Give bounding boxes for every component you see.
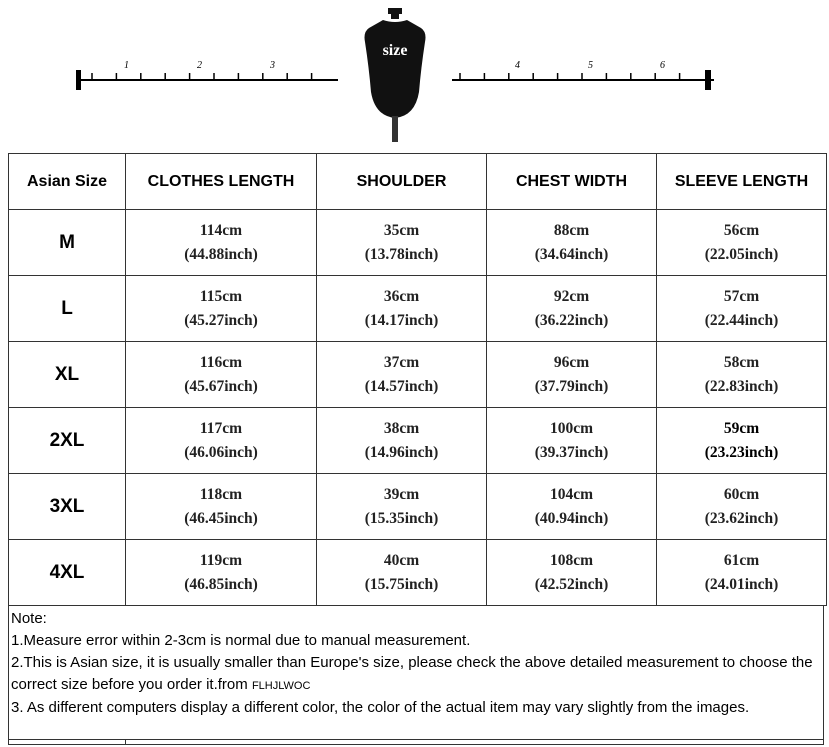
value-inch: (45.27inch) [184,311,258,329]
value-cm: 118cm [199,485,243,503]
value-inch: (45.67inch) [184,377,258,395]
value-cm: 60cm [723,485,760,503]
table-row [9,210,827,276]
cell-sleeve-length [657,342,827,408]
ruler-number: 2 [197,60,202,71]
cell-sleeve-length [657,474,827,540]
cell-shoulder [317,540,487,606]
value-cm: 104cm [549,485,594,503]
value-inch: (46.45inch) [184,509,258,527]
value-inch: (13.78inch) [364,245,439,263]
ruler-right [452,60,714,100]
value-cm: 114cm [199,221,243,239]
value-cm: 40cm [383,551,420,569]
value-inch: (39.37inch) [534,443,609,461]
ruler-left-icon [76,60,338,100]
cell-chest-width [487,408,657,474]
size-label: L [9,276,126,342]
table-row [9,474,827,540]
table-row [9,408,827,474]
size-label: 4XL [9,540,126,606]
value-inch: (24.01inch) [704,575,779,593]
ruler-number: 1 [124,60,129,71]
value-inch: (36.22inch) [534,311,609,329]
value-inch: (37.79inch) [534,377,609,395]
ruler-number: 4 [515,60,520,71]
cell-sleeve-length [657,408,827,474]
notes-title: Note: [11,610,47,627]
mannequin-icon [355,8,435,142]
value-inch: (14.17inch) [364,311,439,329]
value-inch: (46.85inch) [184,575,258,593]
cell-shoulder [317,210,487,276]
cell-clothes-length [126,342,317,408]
ruler-number: 6 [660,60,665,71]
value-cm: 56cm [723,221,760,239]
cell-clothes-length [126,210,317,276]
value-inch: (22.05inch) [704,245,779,263]
size-label: XL [9,342,126,408]
cell-shoulder [317,276,487,342]
table-row [9,540,827,606]
value-inch: (22.83inch) [704,377,779,395]
brand-name: FLHJLWOC [251,680,311,692]
cell-sleeve-length [657,210,827,276]
column-header-shoulder: SHOULDER [317,154,487,210]
value-cm: 88cm [553,221,590,239]
size-label: 3XL [9,474,126,540]
value-inch: (46.06inch) [184,443,258,461]
note-line-1: 1.Measure error within 2-3cm is normal due to manual measurement. [11,632,471,649]
value-cm: 36cm [383,287,420,305]
cell-chest-width [487,210,657,276]
column-header-clothes-length: CLOTHES LENGTH [126,154,317,210]
cell-sleeve-length [657,276,827,342]
value-cm: 61cm [723,551,760,569]
value-inch: (15.35inch) [364,509,439,527]
value-cm: 39cm [383,485,420,503]
value-cm: 100cm [549,419,594,437]
table-bottom-edge [9,739,823,744]
value-inch: (14.96inch) [364,443,439,461]
value-cm: 59cm [723,419,760,437]
value-inch: (23.62inch) [704,509,779,527]
cell-shoulder [317,408,487,474]
ruler-right-icon [452,60,714,100]
size-label: 2XL [9,408,126,474]
value-cm: 58cm [723,353,760,371]
value-cm: 116cm [199,353,243,371]
cell-clothes-length [126,474,317,540]
value-cm: 117cm [199,419,243,437]
cell-shoulder [317,342,487,408]
cell-clothes-length [126,276,317,342]
value-cm: 35cm [383,221,420,239]
value-inch: (23.23inch) [704,443,779,461]
value-inch: (15.75inch) [364,575,439,593]
table-row [9,276,827,342]
value-cm: 38cm [383,419,420,437]
mannequin-size-label: size [382,42,408,59]
value-cm: 37cm [383,353,420,371]
value-inch: (42.52inch) [534,575,609,593]
value-cm: 115cm [199,287,243,305]
column-header-chest-width: CHEST WIDTH [487,154,657,210]
size-chart-table [8,153,827,606]
value-inch: (40.94inch) [534,509,609,527]
cell-chest-width [487,540,657,606]
table-header-row [9,154,827,210]
value-cm: 108cm [549,551,594,569]
value-inch: (22.44inch) [704,311,779,329]
note-line-2-text: 2.This is Asian size, it is usually smaller than Europe's size, please check the above detailed measurement to choose the correct size before you order it.from [11,654,813,693]
cell-chest-width [487,474,657,540]
value-cm: 57cm [723,287,760,305]
size-label: M [9,210,126,276]
value-inch: (34.64inch) [534,245,609,263]
cell-chest-width [487,276,657,342]
ruler-number: 5 [588,60,593,71]
value-cm: 96cm [553,353,590,371]
cell-clothes-length [126,540,317,606]
table-row [9,342,827,408]
cell-sleeve-length [657,540,827,606]
column-header-sleeve-length: SLEEVE LENGTH [657,154,827,210]
value-cm: 119cm [199,551,243,569]
note-line-2 [11,652,821,697]
value-inch: (44.88inch) [184,245,258,263]
cell-clothes-length [126,408,317,474]
ruler-left [76,60,338,100]
ruler-number: 3 [270,60,275,71]
column-header-asian-size: Asian Size [9,154,126,210]
header-illustration [0,0,829,150]
value-inch: (14.57inch) [364,377,439,395]
cell-shoulder [317,474,487,540]
notes-section [8,605,824,745]
note-line-3: 3. As different computers display a different color, the color of the actual item may vary slightly from the images. [11,699,750,716]
cell-chest-width [487,342,657,408]
value-cm: 92cm [553,287,590,305]
